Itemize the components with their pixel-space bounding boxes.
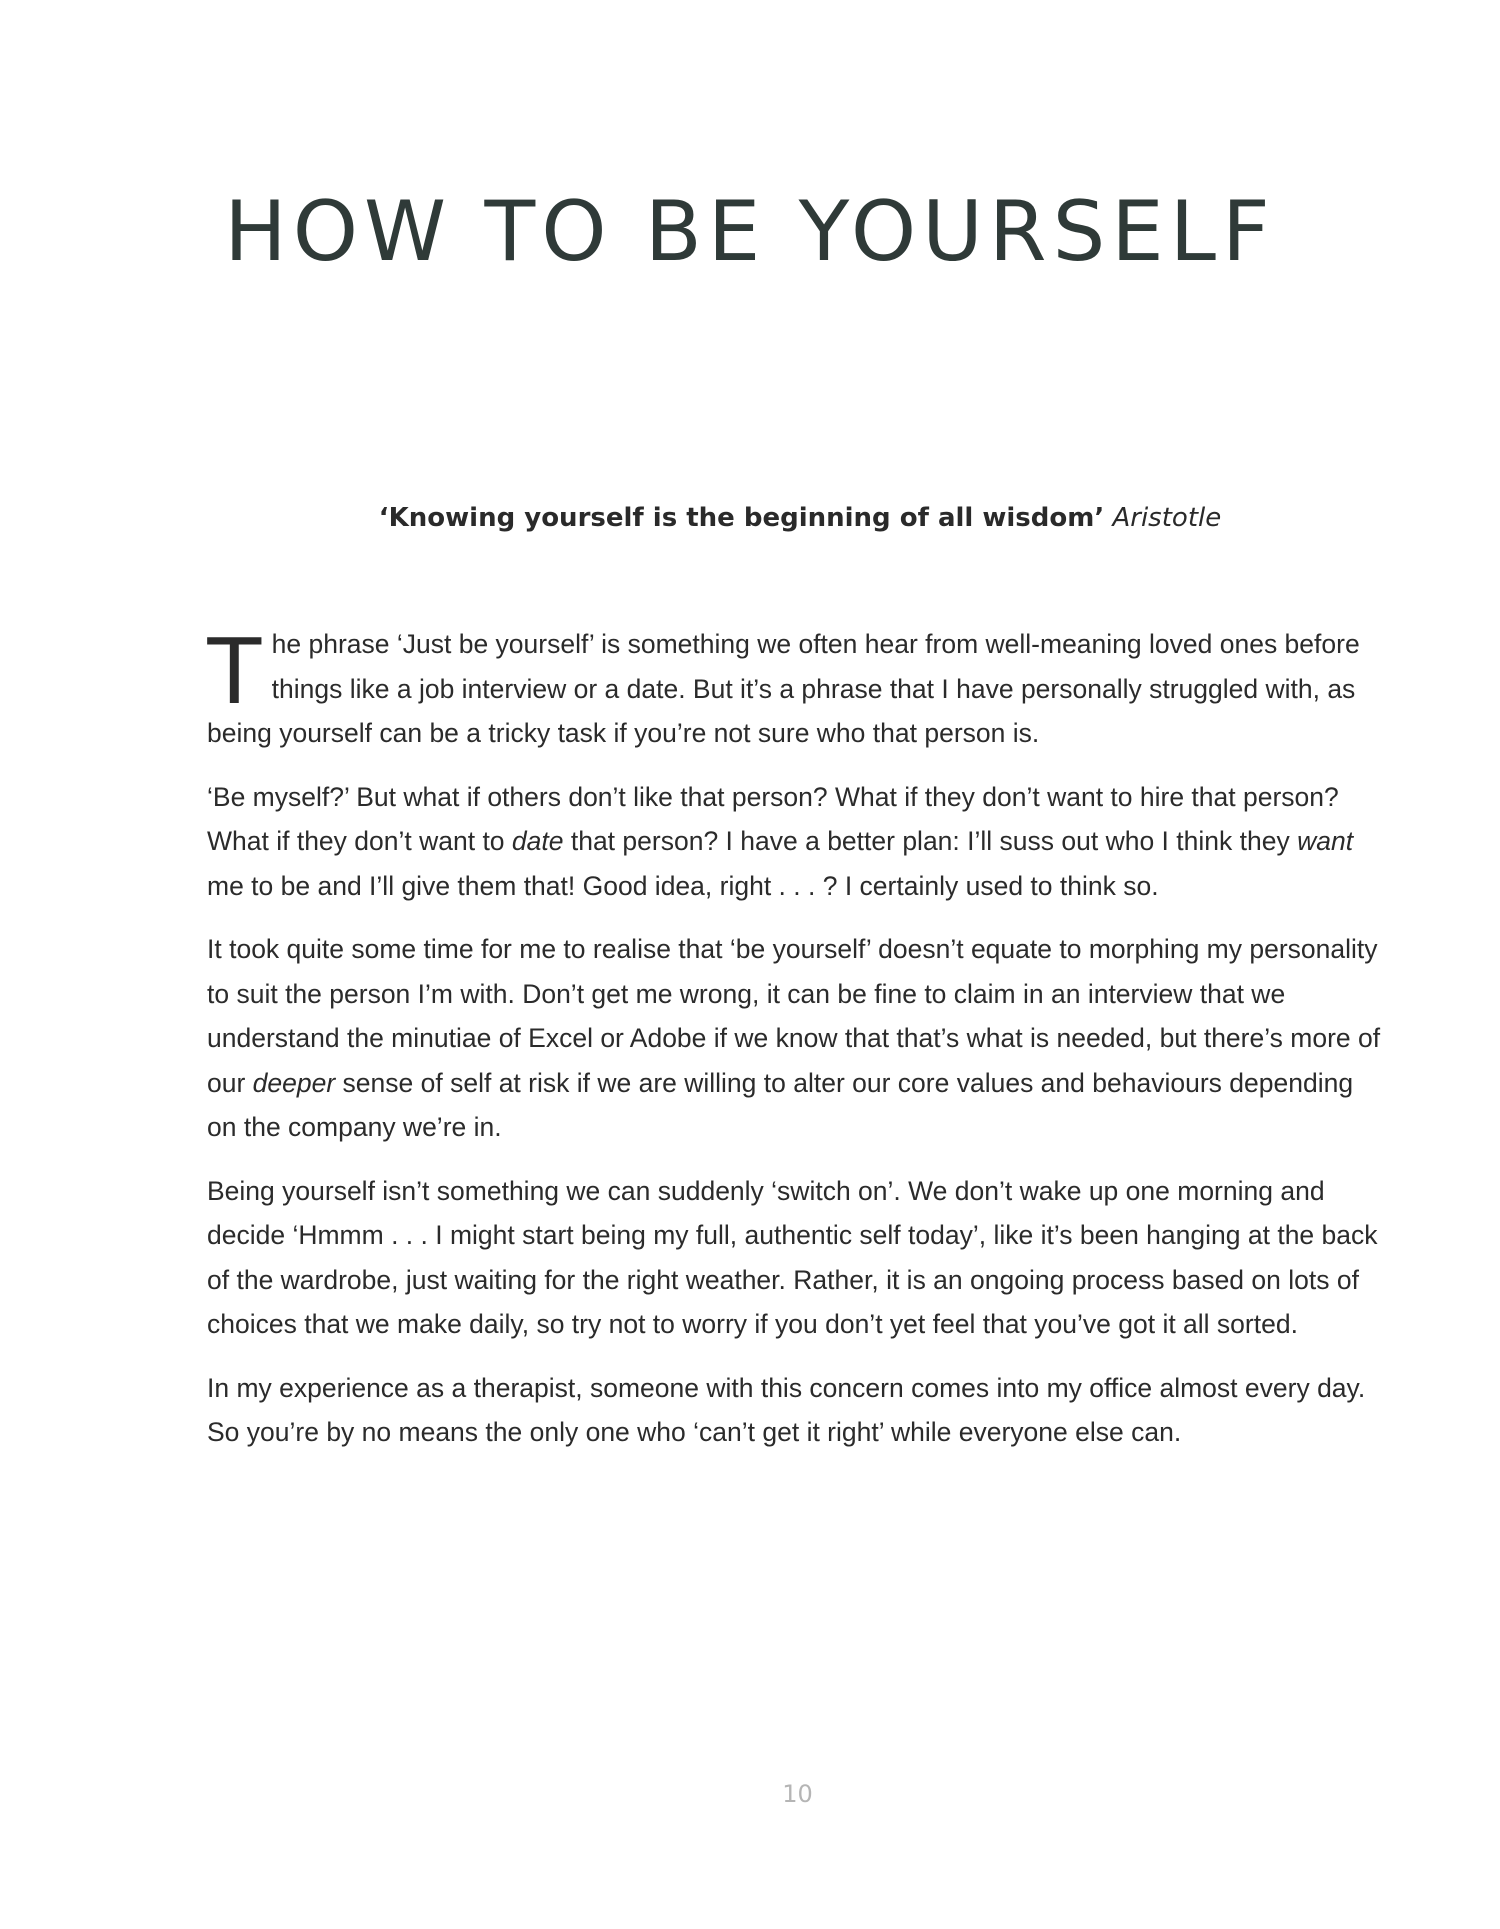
paragraph-2-text-b: that person? I have a better plan: I’ll suss out who I think they [563,826,1298,856]
drop-cap: T [205,617,264,724]
paragraph-3-text-a: It took quite some time for me to realise that ‘be yourself’ doesn’t equate to morphing my personality to suit the person I’m with. Don’t get me wrong, it can be fine to claim in an interview that we understand the minutiae of Excel or Adobe if we know that that’s what is needed, but there’s more of our [207,934,1381,1098]
epigraph-quote: ‘Knowing yourself is the beginning of all wisdom’ [378,503,1105,533]
paragraph-1-text: he phrase ‘Just be yourself’ is something we often hear from well-meaning loved ones before things like a job interview or a date. But it’s a phrase that I have personally struggled with, as being yourself can be a tricky task if you’re not sure who that person is. [207,629,1360,748]
page-number: 10 [782,1780,813,1808]
paragraph-3-emphasis-deeper: deeper [252,1067,336,1098]
epigraph [0,503,1500,533]
paragraph-2-emphasis-date: date [511,826,564,856]
paragraph-2-text-a: ‘Be myself?’ But what if others don’t like that person? What if they don’t want to hire that person? What if they don’t want to [207,781,1339,856]
paragraph-4: Being yourself isn’t something we can suddenly ‘switch on’. We don’t wake up one morning and decide ‘Hmmm . . . I might start being my full, authentic self today’, like it’s been hanging at the back of the wardrobe, just waiting for the right weather. Rather, it is an ongoing process based on lots of choices that we make daily, so try not to worry if you don’t yet feel that you’ve got it all sorted. [207,1175,1378,1339]
chapter-title: HOW TO BE YOURSELF [224,183,1276,280]
paragraph-1 [205,617,1387,756]
paragraph-2-text-c: me to be and I’ll give them that! Good idea, right . . . ? I certainly used to think so. [207,870,1159,901]
body-text [205,617,1387,1474]
paragraph-5: In my experience as a therapist, someone with this concern comes into my office almost every day. So you’re by no means the only one who ‘can’t get it right’ while everyone else can. [207,1372,1366,1447]
paragraph-2-emphasis-want: want [1297,826,1354,856]
paragraph-3 [207,927,1387,1150]
epigraph-author: Aristotle [1112,503,1222,533]
paragraph-2 [207,775,1387,909]
paragraph-3-text-b: sense of self at risk if we are willing to alter our core values and behaviours depending on the company we’re in. [207,1067,1354,1142]
